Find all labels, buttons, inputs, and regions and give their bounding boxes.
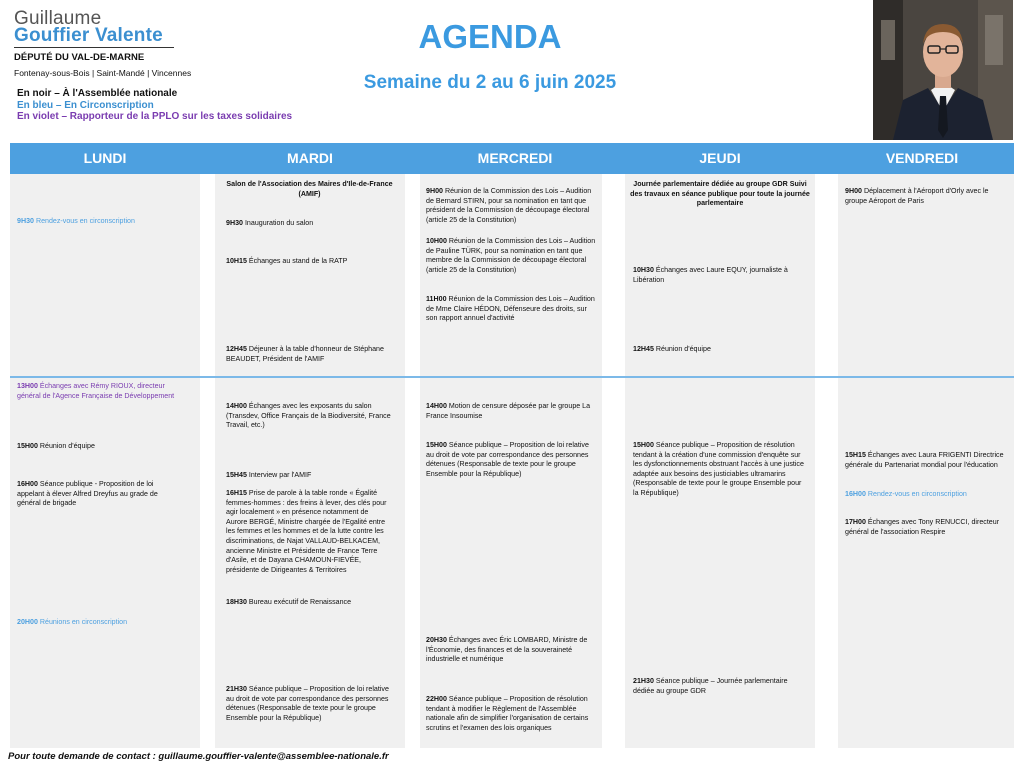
deputy-first-name: Guillaume bbox=[14, 8, 102, 29]
event-lundi-5: 20H00 Réunions en circonscription bbox=[17, 618, 128, 626]
column-lundi bbox=[10, 174, 200, 748]
event-mardi-3: 12H45 Déjeuner à la table d'honneur de Stéphane BEAUDET, Président de l'AMIF bbox=[226, 345, 384, 363]
event-vendredi-1: 9H00 Déplacement à l'Aéroport d'Orly avec le groupe Aéroport de Paris bbox=[845, 187, 989, 205]
event-mercredi-2: 10H00 Réunion de la Commission des Lois – Audition de Pauline TÜRK, pour sa nomination en tant que membre de la Commission de découpage électoral (article 25 de la Constitution) bbox=[426, 237, 596, 274]
constituency-towns: Fontenay-sous-Bois | Saint-Mandé | Vincennes bbox=[14, 68, 192, 78]
day-header-lundi: LUNDI bbox=[83, 150, 127, 166]
event-mardi-1: 9H30 Inauguration du salon bbox=[226, 219, 314, 227]
day-header-mardi: MARDI bbox=[287, 150, 333, 166]
event-mercredi-3: 11H00 Réunion de la Commission des Lois – Audition de Mme Claire HÉDON, Défenseure des droits, sur son rapport annuel d'activité bbox=[426, 295, 595, 323]
day-header-jeudi: JEUDI bbox=[699, 150, 741, 166]
event-vendredi-3: 16H00 Rendez-vous en circonscription bbox=[845, 490, 967, 498]
event-mardi-8: 21H30 Séance publique – Proposition de loi relative au droit de vote par correspondance des personnes détenues (Responsable de texte pour le groupe Ensemble pour la République) bbox=[226, 685, 389, 722]
week-subtitle: Semaine du 2 au 6 juin 2025 bbox=[363, 72, 617, 93]
event-mercredi-6: 20H30 Échanges avec Éric LOMBARD, Ministre de l'Économie, des finances et de la souveraineté industrielle et numérique bbox=[426, 636, 588, 664]
name-rule bbox=[14, 47, 174, 48]
event-mardi-7: 18H30 Bureau exécutif de Renaissance bbox=[226, 598, 352, 606]
event-lundi-3: 15H00 Réunion d'équipe bbox=[17, 442, 95, 450]
event-jeudi-1: 10H30 Échanges avec Laure EQUY, journaliste à Libération bbox=[633, 266, 788, 284]
days-header bbox=[10, 143, 1014, 174]
event-mardi-5: 15H45 Interview par l'AMIF bbox=[226, 471, 312, 479]
event-mercredi-5: 15H00 Séance publique – Proposition de loi relative au droit de vote par correspondance des personnes détenues (Responsable de texte pour le groupe Ensemble pour la République) bbox=[426, 441, 589, 478]
header bbox=[0, 0, 1024, 142]
event-jeudi-gdr: Journée parlementaire dédiée au groupe GDR Suivi des travaux en séance publique pour toute la journée parlementaire bbox=[630, 180, 810, 208]
event-mardi-4: 14H00 Échanges avec les exposants du salon (Transdev, Office Français de la Biodiversité, France Travail, etc.) bbox=[226, 402, 391, 430]
event-vendredi-4: 17H00 Échanges avec Tony RENUCCI, directeur général de l'association Respire bbox=[845, 518, 1000, 536]
page-title: AGENDA bbox=[418, 18, 562, 55]
event-mardi-2: 10H15 Échanges au stand de la RATP bbox=[226, 257, 348, 265]
event-mercredi-4: 14H00 Motion de censure déposée par le groupe La France Insoumise bbox=[426, 402, 591, 420]
event-mercredi-1: 9H00 Réunion de la Commission des Lois – Audition de Bernard STIRN, pour sa nomination en tant que président de la Commission de découpage électoral (article 25 de la Constitution) bbox=[426, 187, 592, 224]
event-mercredi-7: 22H00 Séance publique – Proposition de résolution tendant à modifier le Règlement de l'Assemblée nationale afin de simplifier l'organisation de certains scrutins et l'examen des lois organiques bbox=[426, 695, 589, 732]
event-vendredi-2: 15H15 Échanges avec Laura FRIGENTI Directrice générale du Partenariat mondial pour l'éducation bbox=[845, 451, 1004, 469]
deputy-title: DÉPUTÉ DU VAL-DE-MARNE bbox=[14, 52, 145, 63]
event-jeudi-4: 21H30 Séance publique – Journée parlementaire dédiée au groupe GDR bbox=[633, 677, 788, 695]
event-lundi-2: 13H00 Échanges avec Rémy RIOUX, directeur général de l'Agence Française de Développement bbox=[17, 382, 175, 400]
portrait-photo bbox=[873, 0, 1013, 140]
legend-violet: En violet – Rapporteur de la PPLO sur les taxes solidaires bbox=[17, 111, 293, 122]
event-jeudi-2: 12H45 Réunion d'équipe bbox=[633, 345, 711, 353]
afternoon-divider bbox=[10, 376, 1014, 378]
event-mardi-6: 16H15 Prise de parole à la table ronde « Égalité femmes-hommes : des freins à lever, des clés pour agir localement » en présence notamment de Aurore BERGÉ, Ministre chargée de l'Egalité entre les femmes et les hommes et de la lutte contre les discriminations, de Najat VALLAUD-BELKACEM, ancienne Ministre et Présidente de France Terre d'Asile, et de Dayana CHAMOUN-FIEVÉE, présidente de Dirigeantes & Territoires bbox=[226, 489, 387, 574]
color-legend bbox=[17, 88, 292, 123]
contact-footer: Pour toute demande de contact : guillaume.gouffier-valente@assemblee-nationale.fr bbox=[8, 751, 389, 762]
deputy-last-name: Gouffier Valente bbox=[14, 25, 163, 46]
legend-black: En noir – À l'Assemblée nationale bbox=[17, 88, 178, 99]
event-jeudi-3: 15H00 Séance publique – Proposition de résolution tendant à la création d'une commission d'enquête sur les dysfonctionnements obstruant l'accès à une justice adaptée aux besoins des justiciables ultramarins (Responsable de texte pour le groupe Ensemble pour la République) bbox=[633, 441, 804, 497]
event-lundi-4: 16H00 Séance publique - Proposition de loi appelant à élever Alfred Dreyfus au grade de général de brigade bbox=[17, 480, 158, 508]
day-header-mercredi: MERCREDI bbox=[477, 150, 553, 166]
legend-blue: En bleu – En Circonscription bbox=[17, 99, 154, 111]
event-lundi-1: 9H30 Rendez-vous en circonscription bbox=[17, 217, 135, 225]
event-mardi-salon: Salon de l'Association des Maires d'Ile-de-France (AMIF) bbox=[226, 180, 393, 198]
day-header-vendredi: VENDREDI bbox=[885, 150, 959, 166]
